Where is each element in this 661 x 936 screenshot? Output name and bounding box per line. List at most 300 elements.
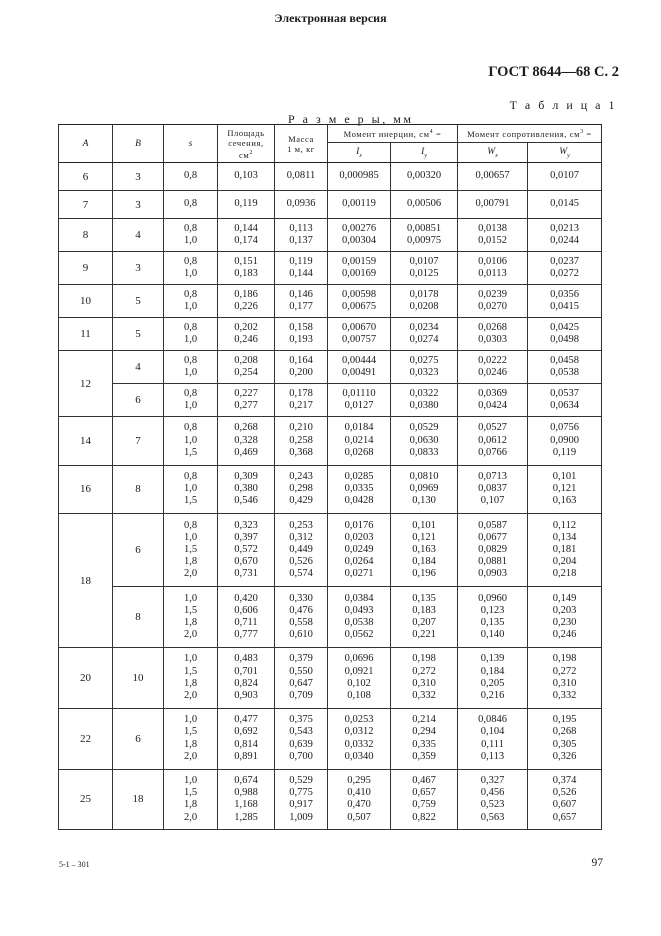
cell-mass-values [275,351,328,384]
cell-iy-values [391,417,458,466]
cell-value: 1,8 [183,677,198,689]
cell-value: 0,00598 [341,288,377,300]
table-row [59,191,602,219]
cell-s-values [164,318,218,351]
cell-wx-values [458,647,528,708]
cell-value: 0,572 [234,544,258,556]
cell-s-values [164,252,218,285]
wy-symbol: W [559,146,568,157]
table-row [59,587,602,648]
cell-value: 0,917 [289,799,313,811]
cell-iy-values [391,769,458,830]
cell-wx-values [458,769,528,830]
cell-value: 0,119 [289,255,313,267]
cell-value: 1,009 [289,811,313,823]
cell-value: 0,0538 [344,617,374,629]
cell-value: 0,0271 [344,568,374,580]
cell-value: 0,186 [234,288,258,300]
cell-value: 0,526 [552,787,577,799]
cell-value: 0,0312 [344,726,374,738]
cell-value: 1,0 [183,301,198,312]
cell-value: 0,101 [412,519,436,531]
cell-b: 18 [113,769,164,830]
iy-subscript: y [424,152,427,159]
cell-value: 0,268 [552,726,577,738]
cell-ix-values [328,769,391,830]
cell-value: 0,0340 [344,750,374,762]
cell-wx-values [458,514,528,587]
cell-iy-values [391,191,458,219]
cell-value: 1,8 [183,617,198,629]
cell-value: 1,0 [183,400,198,411]
cell-value: 1,5 [183,446,198,458]
cell-value: 0,0498 [550,334,579,345]
cell-value: 0,305 [552,738,577,750]
cell-s-values [164,514,218,587]
cell-s-values [164,647,218,708]
cell-value: 0,0833 [409,446,439,458]
cell-value: 0,546 [234,495,258,507]
cell-value: 0,824 [234,677,258,689]
cell-value: 0,00320 [406,170,442,182]
cell-value: 0,731 [234,568,258,580]
cell-value: 0,227 [234,387,258,399]
cell-value: 0,0107 [409,255,439,267]
cell-iy-values [391,465,458,514]
cell-mass-values [275,769,328,830]
electronic-version-banner: Электронная версия [274,11,387,25]
cell-value: 0,0268 [478,321,507,333]
cell-a: 7 [59,191,113,219]
cell-value: 0,146 [289,288,313,300]
cell-value: 1,8 [183,738,198,750]
cell-value: 0,00657 [475,170,510,182]
cell-iy-values [391,514,458,587]
mass-header-line2: 1 м, кг [287,143,315,154]
cell-ix-values [328,252,391,285]
cell-ix-values [328,318,391,351]
cell-value: 1,0 [183,235,198,246]
cell-value: 0,112 [552,519,577,531]
cell-area-values [218,252,275,285]
cell-a: 20 [59,647,113,708]
cell-wx-values [458,465,528,514]
cell-b: 5 [113,318,164,351]
cell-wy-values [528,252,602,285]
cell-value: 0,121 [552,483,577,495]
cell-s-values [164,769,218,830]
cell-value: 0,709 [289,690,313,702]
column-header-area [218,125,275,163]
cell-value: 0,0369 [478,387,507,399]
mass-header-line1: Масса [288,133,314,144]
cell-wy-values [528,318,602,351]
cell-iy-values [391,219,458,252]
cell-value: 0,0145 [550,198,579,210]
cell-b: 3 [113,163,164,191]
cell-value: 0,272 [552,665,577,677]
cell-value: 0,639 [289,738,313,750]
cell-value: 1,0 [183,653,198,665]
cell-value: 0,8 [183,288,198,300]
cell-value: 0,254 [234,367,258,378]
cell-value: 0,184 [412,556,436,568]
cell-value: 0,0837 [478,483,507,495]
cell-value: 0,374 [552,775,577,787]
cell-value: 0,0587 [478,519,507,531]
cell-ix-values [328,163,391,191]
cell-b: 6 [113,384,164,417]
cell-value: 0,507 [347,811,371,823]
cell-value: 0,0537 [550,387,579,399]
cell-value: 0,0562 [344,629,374,641]
area-header-unit: см [239,149,250,160]
cell-mass-values [275,647,328,708]
cell-value: 0,163 [552,495,577,507]
cell-value: 0,246 [552,629,577,641]
cell-value: 0,113 [289,222,313,234]
cell-mass-values [275,465,328,514]
cell-value: 0,135 [480,617,505,629]
cell-value: 2,0 [183,750,198,762]
table-row [59,647,602,708]
cell-mass-values [275,252,328,285]
cell-value: 0,0612 [478,434,507,446]
cell-ix-values [328,708,391,769]
cell-value: 0,205 [480,677,505,689]
cell-wx-values [458,219,528,252]
cell-value: 0,563 [480,811,505,823]
cell-wy-values [528,384,602,417]
cell-b: 4 [113,219,164,252]
cell-area-values [218,769,275,830]
cell-area-values [218,285,275,318]
cell-value: 0,0529 [409,422,439,434]
cell-value: 0,8 [183,354,198,366]
cell-value: 0,0125 [409,268,439,279]
cell-value: 0,203 [552,604,577,616]
cell-value: 0,0127 [344,400,374,411]
cell-value: 0,0811 [286,170,316,182]
cell-value: 0,0237 [550,255,579,267]
cell-value: 0,163 [412,544,436,556]
area-header-line2: сечения, [228,137,264,148]
cell-value: 0,184 [480,665,505,677]
cell-value: 0,226 [234,301,258,312]
cell-value: 0,701 [234,665,258,677]
cell-value: 0,0960 [478,592,507,604]
cell-value: 1,0 [183,434,198,446]
cell-value: 0,121 [412,531,436,543]
cell-area-values [218,318,275,351]
cell-value: 0,0696 [344,653,374,665]
cell-wy-values [528,191,602,219]
cell-value: 0,607 [552,799,577,811]
table-row [59,384,602,417]
cell-value: 0,144 [234,222,258,234]
cell-value: 0,312 [289,531,313,543]
cell-value: 0,246 [234,334,258,345]
cell-a: 16 [59,465,113,514]
cell-iy-values [391,252,458,285]
resistance-group-power: 3 [580,128,584,135]
cell-value: 0,119 [234,198,258,210]
cell-a: 8 [59,219,113,252]
cell-value: 0,327 [480,775,505,787]
cell-value: 0,0152 [478,235,507,246]
cell-wy-values [528,417,602,466]
cell-value: 0,543 [289,726,313,738]
cell-value: 0,8 [183,519,198,531]
cell-value: 0,711 [234,617,258,629]
inertia-group-label: Момент инерции, см [343,128,430,139]
cell-value: 0,0178 [409,288,439,300]
cell-a: 18 [59,514,113,648]
standard-reference: ГОСТ 8644—68 С. 2 [488,64,619,80]
cell-a: 14 [59,417,113,466]
cell-area-values [218,587,275,648]
cell-b: 10 [113,647,164,708]
cell-value: 0,610 [289,629,313,641]
cell-wx-values [458,384,528,417]
cell-value: 1,285 [234,811,258,823]
cell-value: 0,0969 [409,483,439,495]
cell-value: 0,0222 [478,354,507,366]
column-group-inertia: Момент инерции, $см^4$ = [328,125,458,143]
cell-wx-values [458,351,528,384]
cell-ix-values [328,514,391,587]
cell-value: 0,775 [289,787,313,799]
cell-value: 0,202 [234,321,258,333]
cell-wx-values [458,708,528,769]
cell-a: 10 [59,285,113,318]
cell-value: 0,574 [289,568,313,580]
cell-value: 0,207 [412,617,436,629]
cell-s-values [164,191,218,219]
cell-value: 0,111 [481,738,504,750]
cell-value: 0,375 [289,714,313,726]
cell-value: 1,0 [183,483,198,495]
cell-wy-values [528,351,602,384]
cell-a: 12 [59,351,113,417]
cell-value: 0,134 [552,531,577,543]
cell-value: 0,151 [234,255,258,267]
cell-iy-values [391,351,458,384]
cell-value: 0,000985 [339,170,379,182]
cell-value: 0,00119 [342,198,376,210]
cell-value: 0,00276 [341,222,377,234]
cell-value: 0,178 [289,387,313,399]
cell-value: 0,0936 [286,198,316,210]
cell-iy-values [391,285,458,318]
cell-value: 0,258 [289,434,313,446]
cell-value: 0,0249 [344,544,374,556]
cell-s-values [164,417,218,466]
cell-value: 0,198 [552,653,577,665]
cell-value: 0,692 [234,726,258,738]
cell-value: 0,0425 [550,321,579,333]
cell-value: 0,8 [183,387,198,399]
cell-value: 1,5 [183,665,198,677]
profile-dimensions-table [58,124,602,830]
cell-value: 0,177 [289,301,313,312]
cell-ix-values [328,417,391,466]
cell-value: 0,0270 [478,301,507,312]
cell-wy-values [528,587,602,648]
cell-value: 0,0332 [344,738,374,750]
cell-mass-values [275,285,328,318]
cell-value: 0,139 [480,653,505,665]
cell-iy-values [391,587,458,648]
cell-value: 0,277 [234,400,258,411]
cell-value: 0,243 [289,471,313,483]
cell-value: 0,0303 [478,334,507,345]
cell-value: 0,204 [552,556,577,568]
cell-area-values [218,647,275,708]
cell-value: 0,268 [234,422,258,434]
cell-value: 0,309 [234,471,258,483]
cell-value: 0,0881 [478,556,507,568]
cell-value: 0,00491 [341,367,377,378]
cell-value: 0,0903 [478,568,507,580]
cell-s-values [164,708,218,769]
cell-value: 0,174 [234,235,258,246]
cell-value: 0,0634 [550,400,579,411]
cell-value: 0,198 [412,653,436,665]
table-row [59,252,602,285]
cell-value: 0,214 [412,714,436,726]
cell-b: 3 [113,252,164,285]
cell-s-values [164,587,218,648]
cell-value: 1,0 [183,334,198,345]
cell-value: 1,5 [183,544,198,556]
cell-value: 0,0239 [478,288,507,300]
cell-mass-values [275,514,328,587]
cell-value: 0,272 [412,665,436,677]
cell-a: 6 [59,163,113,191]
cell-value: 0,00169 [341,268,377,279]
cell-value: 0,647 [289,677,313,689]
cell-value: 0,183 [234,268,258,279]
cell-value: 0,903 [234,690,258,702]
cell-value: 0,00304 [341,235,377,246]
cell-value: 0,988 [234,787,258,799]
cell-value: 0,119 [552,446,577,458]
table-row [59,163,602,191]
cell-value: 0,529 [289,775,313,787]
cell-value: 1,168 [234,799,258,811]
cell-value: 0,8 [183,170,198,182]
cell-value: 0,550 [289,665,313,677]
cell-wx-values [458,163,528,191]
cell-value: 0,0900 [550,434,579,446]
cell-value: 1,8 [183,799,198,811]
cell-value: 0,104 [480,726,505,738]
cell-wy-values [528,285,602,318]
cell-value: 0,8 [183,222,198,234]
table-row [59,514,602,587]
cell-value: 1,8 [183,556,198,568]
cell-value: 0,0176 [344,519,374,531]
cell-value: 0,0538 [550,367,579,378]
wx-subscript: x [495,152,498,159]
cell-value: 0,183 [412,604,436,616]
cell-value: 0,429 [289,495,313,507]
cell-wy-values [528,708,602,769]
cell-value: 0,294 [412,726,436,738]
cell-value: 0,102 [347,677,371,689]
cell-value: 0,822 [412,811,436,823]
cell-b: 6 [113,514,164,587]
cell-value: 0,0184 [344,422,374,434]
wy-subscript: y [567,152,570,159]
cell-value: 0,456 [480,787,505,799]
cell-b: 8 [113,465,164,514]
cell-area-values [218,351,275,384]
table-row [59,708,602,769]
cell-wx-values [458,191,528,219]
cell-ix-values [328,285,391,318]
cell-wx-values [458,417,528,466]
cell-value: 0,700 [289,750,313,762]
cell-value: 0,670 [234,556,258,568]
cell-area-values [218,191,275,219]
cell-s-values [164,465,218,514]
cell-value: 0,335 [412,738,436,750]
cell-value: 2,0 [183,690,198,702]
ix-subscript: x [359,152,362,159]
column-header-wx [458,143,528,163]
cell-value: 0,8 [183,471,198,483]
cell-value: 0,0384 [344,592,374,604]
cell-value: 0,200 [289,367,313,378]
cell-value: 0,0424 [478,400,507,411]
cell-ix-values [328,465,391,514]
cell-value: 1,5 [183,726,198,738]
cell-value: 1,0 [183,775,198,787]
cell-value: 0,193 [289,334,313,345]
cell-value: 0,523 [480,799,505,811]
cell-value: 0,8 [183,321,198,333]
cell-iy-values [391,384,458,417]
cell-value: 0,00975 [406,235,442,246]
cell-value: 0,107 [480,495,505,507]
cell-ix-values [328,587,391,648]
cell-value: 0,330 [289,592,313,604]
column-header-a: А [59,125,113,163]
cell-value: 0,326 [552,750,577,762]
cell-value: 0,0713 [478,471,507,483]
cell-b: 6 [113,708,164,769]
cell-value: 0,00159 [341,255,377,267]
cell-value: 0,123 [480,604,505,616]
cell-iy-values [391,647,458,708]
cell-ix-values [328,647,391,708]
cell-value: 0,328 [234,434,258,446]
cell-a: 22 [59,708,113,769]
cell-value: 0,221 [412,629,436,641]
cell-value: 0,00675 [341,301,377,312]
cell-wy-values [528,647,602,708]
cell-value: 0,164 [289,354,313,366]
cell-s-values [164,384,218,417]
cell-value: 0,0428 [344,495,374,507]
cell-value: 2,0 [183,811,198,823]
cell-b: 8 [113,587,164,648]
cell-area-values [218,417,275,466]
inertia-group-power: 4 [429,128,434,135]
column-header-b: В [113,125,164,163]
